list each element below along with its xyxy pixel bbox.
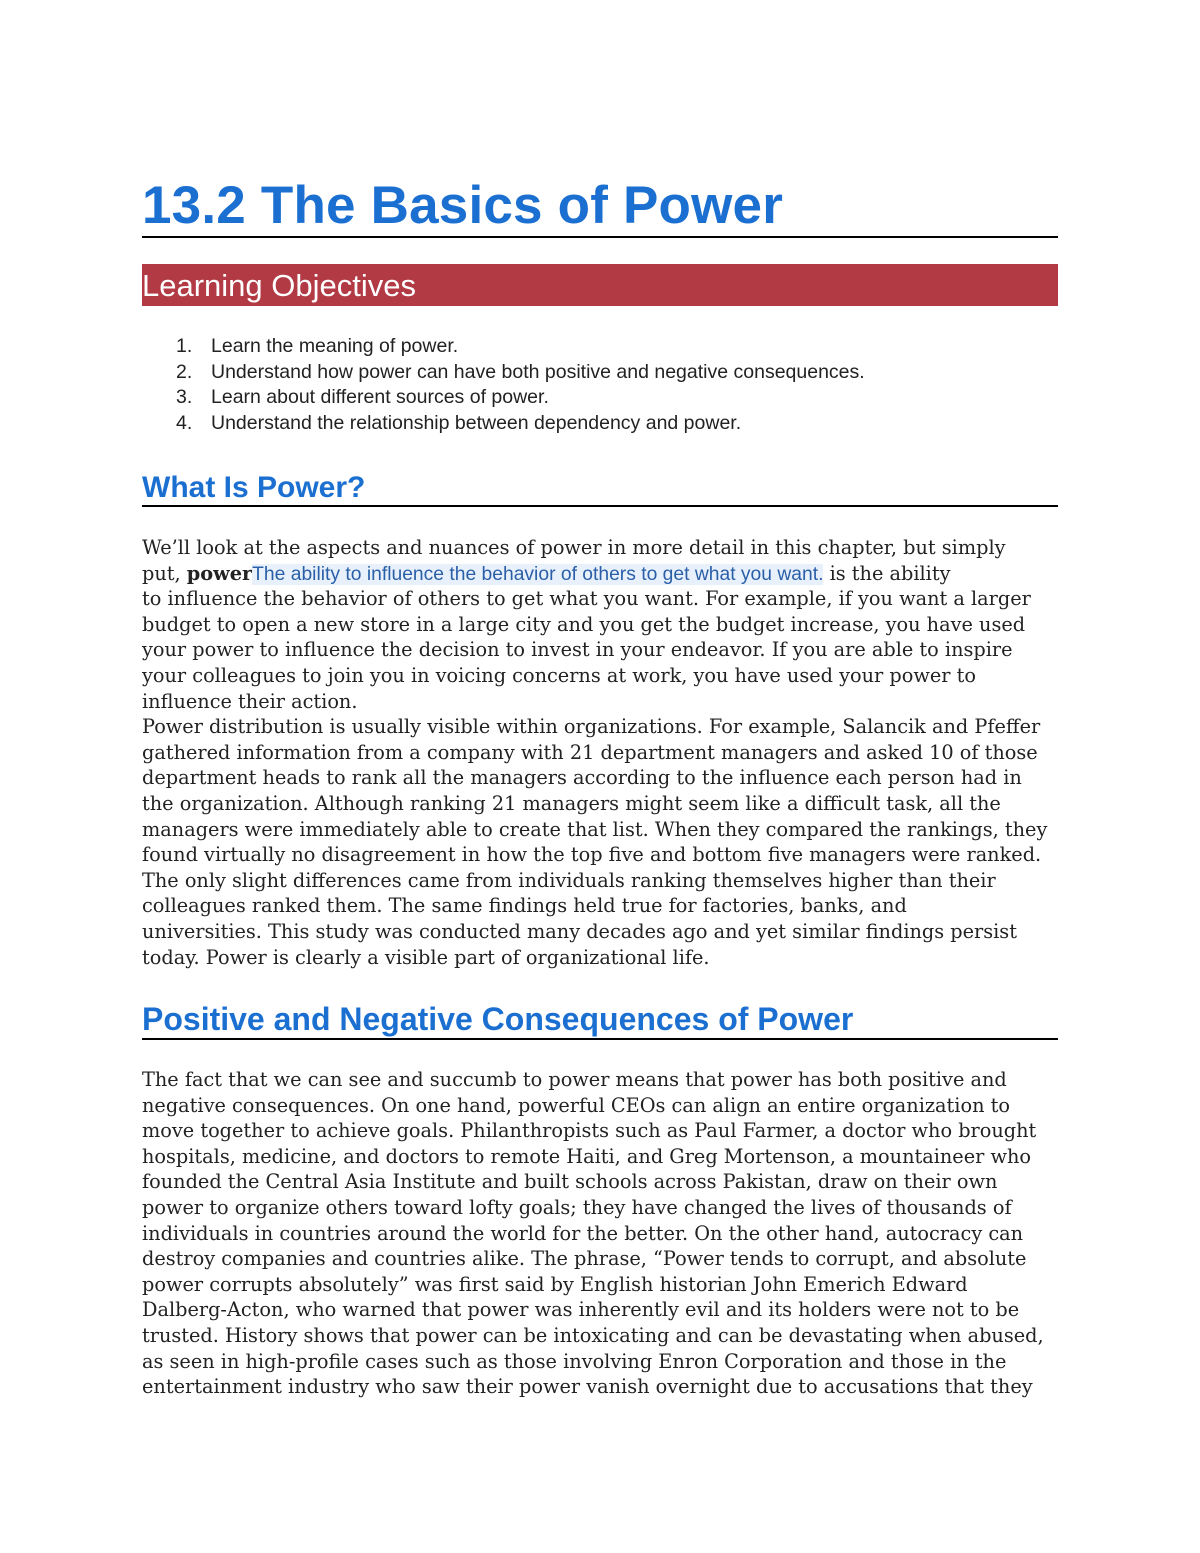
body-line: budget to open a new store in a large city and you get the budget increase, you have used <box>142 612 1026 636</box>
body-line: power to organize others toward lofty goals; they have changed the lives of thousands of <box>142 1195 1012 1219</box>
list-number: 4. <box>176 412 193 435</box>
learning-objectives-banner <box>142 264 1058 306</box>
body-line: your power to influence the decision to invest in your endeavor. If you are able to inspire <box>142 638 1013 662</box>
glossary-term[interactable]: power <box>186 561 253 585</box>
section-heading-consequences: Positive and Negative Consequences of Power <box>142 1001 854 1037</box>
body-line: destroy companies and countries alike. The phrase, “Power tends to corrupt, and absolute <box>142 1247 1027 1271</box>
body-line: managers were immediately able to create that list. When they compared the rankings, they <box>142 817 1048 841</box>
section-heading-what-is-power: What Is Power? <box>142 471 366 504</box>
list-item-text: Learn about different sources of power. <box>211 386 549 409</box>
list-item <box>142 334 1058 360</box>
body-line: entertainment industry who saw their power vanish overnight due to accusations that they <box>142 1375 1033 1399</box>
list-item-text: Understand the relationship between dependency and power. <box>211 412 742 435</box>
body-text: put, <box>142 561 187 585</box>
body-line: found virtually no disagreement in how the top five and bottom five managers were ranked. <box>142 843 1042 867</box>
body-line: to influence the behavior of others to get what you want. For example, if you want a larger <box>142 587 1031 611</box>
body-line: founded the Central Asia Institute and built schools across Pakistan, draw on their own <box>142 1170 998 1194</box>
body-line: power corrupts absolutely” was first said by English historian John Emerich Edward <box>142 1272 968 1296</box>
learning-objectives-heading: Learning Objectives <box>142 268 416 303</box>
list-number: 1. <box>176 335 193 357</box>
list-item-text: Learn the meaning of power. <box>211 335 459 357</box>
section-body-what-is-power <box>142 535 1062 970</box>
body-line: individuals in countries around the world for the better. On the other hand, autocracy can <box>142 1221 1024 1245</box>
learning-objectives-list <box>142 334 1058 437</box>
list-item <box>142 385 1058 411</box>
body-line: the organization. Although ranking 21 managers might seem like a difficult task, all the <box>142 791 1001 815</box>
body-line: The fact that we can see and succumb to power means that power has both positive and <box>142 1068 1007 1091</box>
body-line: trusted. History shows that power can be intoxicating and can be devastating when abused, <box>142 1323 1044 1347</box>
body-line: as seen in high-profile cases such as those involving Enron Corporation and those in the <box>142 1349 1007 1373</box>
body-line: colleagues ranked them. The same findings held true for factories, banks, and <box>142 894 907 918</box>
title-underline <box>142 236 1058 238</box>
list-item <box>142 411 1058 437</box>
body-line-with-term <box>142 561 1062 587</box>
body-line: negative consequences. On one hand, powerful CEOs can align an entire organization to <box>142 1093 1010 1117</box>
body-line: We’ll look at the aspects and nuances of power in more detail in this chapter, but simply <box>142 536 1006 559</box>
body-line: today. Power is clearly a visible part of organizational life. <box>142 945 710 969</box>
section-underline <box>142 1038 1058 1040</box>
body-line: Power distribution is usually visible within organizations. For example, Salancik and Pfeffer <box>142 715 1041 739</box>
body-text: is the ability <box>823 561 951 585</box>
glossary-definition: The ability to influence the behavior of others to get what you want. <box>252 563 824 585</box>
body-line: universities. This study was conducted many decades ago and yet similar findings persist <box>142 919 1017 943</box>
list-number: 2. <box>176 360 193 383</box>
body-line: gathered information from a company with 21 department managers and asked 10 of those <box>142 740 1038 764</box>
page-title: 13.2 The Basics of Power <box>142 176 784 235</box>
body-line: move together to achieve goals. Philanthropists such as Paul Farmer, a doctor who brought <box>142 1119 1037 1143</box>
body-line: hospitals, medicine, and doctors to remote Haiti, and Greg Mortenson, a mountaineer who <box>142 1144 1032 1168</box>
list-item <box>142 360 1058 386</box>
list-number: 3. <box>176 386 193 409</box>
section-underline <box>142 505 1058 507</box>
section-body-consequences <box>142 1067 1062 1400</box>
body-line: Dalberg-Acton, who warned that power was inherently evil and its holders were not to be <box>142 1298 1020 1322</box>
body-line: The only slight differences came from individuals ranking themselves higher than their <box>142 868 996 892</box>
body-line: department heads to rank all the managers according to the influence each person had in <box>142 766 1022 790</box>
list-item-text: Understand how power can have both positive and negative consequences. <box>211 360 865 383</box>
body-line: influence their action. <box>142 689 358 713</box>
body-line: your colleagues to join you in voicing concerns at work, you have used your power to <box>142 663 976 687</box>
